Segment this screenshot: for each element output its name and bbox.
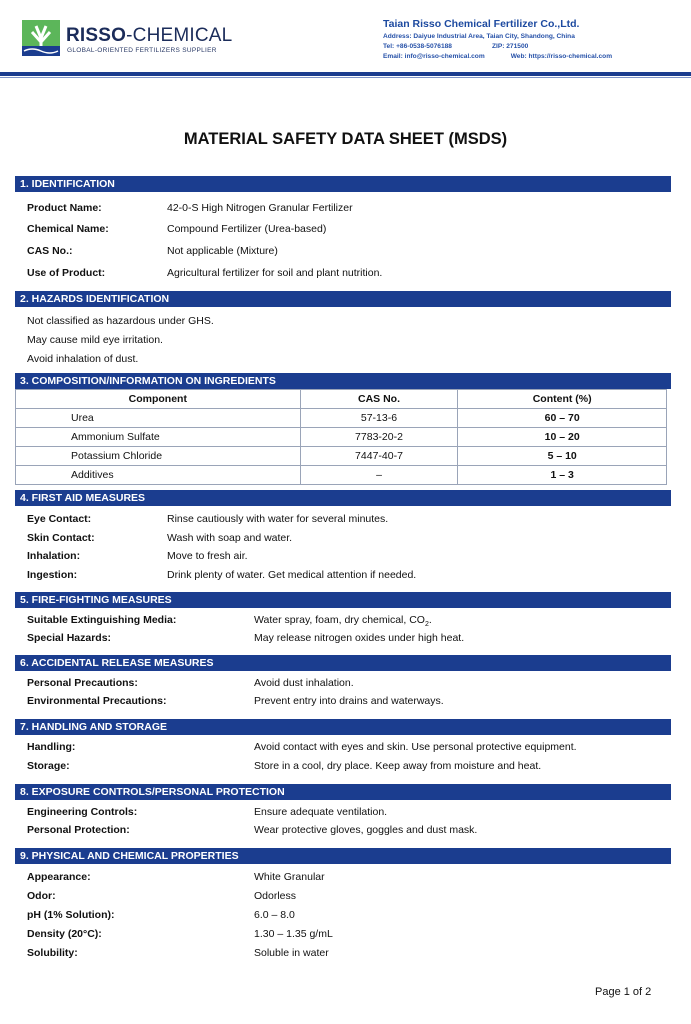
field-value: Store in a cool, dry place. Keep away from moisture and heat. (254, 760, 542, 772)
field-value: Wear protective gloves, goggles and dust mask. (254, 824, 478, 836)
section-heading: 4. FIRST AID MEASURES (15, 490, 671, 506)
component-cell: Urea (16, 409, 301, 428)
field-value: White Granular (254, 871, 325, 883)
section-fire-fighting (15, 592, 671, 644)
section-heading: 1. IDENTIFICATION (15, 176, 671, 192)
section-composition (15, 373, 671, 389)
field-value: Rinse cautiously with water for several minutes. (167, 513, 389, 525)
section-heading: 6. ACCIDENTAL RELEASE MEASURES (15, 655, 671, 671)
table-row (16, 409, 667, 428)
hazard-line: May cause mild eye irritation. (27, 334, 163, 346)
cas-cell: 7447-40-7 (300, 447, 458, 466)
company-contact-block (383, 18, 683, 60)
section-heading: 5. FIRE-FIGHTING MEASURES (15, 592, 671, 608)
section-heading: 2. HAZARDS IDENTIFICATION (15, 291, 671, 307)
field-value: 42-0-S High Nitrogen Granular Fertilizer (167, 202, 353, 214)
field-value: 1.30 – 1.35 g/mL (254, 928, 333, 940)
section-exposure-controls (15, 784, 671, 836)
company-tel: Tel: +86-0538-5076188 (383, 43, 452, 50)
field-value: Wash with soap and water. (167, 532, 293, 544)
field-label: pH (1% Solution): (27, 909, 115, 921)
component-cell: Additives (16, 466, 301, 485)
section-heading: 3. COMPOSITION/INFORMATION ON INGREDIENTS (15, 373, 671, 389)
field-label: CAS No.: (27, 245, 73, 257)
brand-name: RISSO-CHEMICAL (66, 25, 233, 46)
cas-cell: 7783-20-2 (300, 428, 458, 447)
brand-tagline: GLOBAL-ORIENTED FERTILIZERS SUPPLIER (67, 47, 217, 54)
table-row (16, 466, 667, 485)
column-header: Component (16, 390, 301, 409)
field-label: Environmental Precautions: (27, 695, 167, 707)
content-cell: 10 – 20 (458, 428, 667, 447)
page-number: Page 1 of 2 (595, 986, 652, 998)
company-email-web (383, 53, 683, 60)
content-cell: 5 – 10 (458, 447, 667, 466)
field-value: Move to fresh air. (167, 550, 248, 562)
field-value: 6.0 – 8.0 (254, 909, 295, 921)
table-header-row (16, 390, 667, 409)
field-label: Odor: (27, 890, 56, 902)
field-value: Not applicable (Mixture) (167, 245, 278, 257)
cas-cell: – (300, 466, 458, 485)
table-row (16, 428, 667, 447)
component-cell: Ammonium Sulfate (16, 428, 301, 447)
hazard-line: Not classified as hazardous under GHS. (27, 315, 214, 327)
field-value: Avoid dust inhalation. (254, 677, 354, 689)
field-value: Water spray, foam, dry chemical, $CO_2$. (254, 614, 432, 629)
field-label: Handling: (27, 741, 76, 753)
field-value: Compound Fertilizer (Urea-based) (167, 223, 327, 235)
company-tel-zip (383, 43, 683, 50)
section-heading: 9. PHYSICAL AND CHEMICAL PROPERTIES (15, 848, 671, 864)
field-value: Odorless (254, 890, 297, 902)
section-heading: 8. EXPOSURE CONTROLS/PERSONAL PROTECTION (15, 784, 671, 800)
letterhead (0, 0, 691, 78)
field-label: Density (20°C): (27, 928, 102, 940)
field-label: Engineering Controls: (27, 806, 138, 818)
section-handling-storage (15, 719, 671, 772)
column-header: CAS No. (300, 390, 458, 409)
field-label: Inhalation: (27, 550, 81, 562)
company-zip: ZIP: 271500 (491, 43, 529, 50)
field-label: Storage: (27, 760, 70, 772)
field-label: Chemical Name: (27, 223, 109, 235)
document-title: MATERIAL SAFETY DATA SHEET (MSDS) (183, 130, 508, 148)
section-physical-properties (15, 848, 671, 959)
field-label: Personal Protection: (27, 824, 130, 836)
table-row (16, 447, 667, 466)
cas-cell: 57-13-6 (300, 409, 458, 428)
section-hazards (15, 291, 671, 365)
field-label: Product Name: (27, 202, 102, 214)
company-name: Taian Risso Chemical Fertilizer Co.,Ltd. (383, 18, 580, 30)
section-identification (15, 176, 671, 279)
field-label: Use of Product: (27, 267, 106, 279)
field-value: May release nitrogen oxides under high heat. (254, 632, 465, 644)
field-value: Soluble in water (254, 947, 329, 959)
field-value: Drink plenty of water. Get medical attention if needed. (167, 569, 417, 581)
field-label: Suitable Extinguishing Media: (27, 614, 177, 626)
field-value: Agricultural fertilizer for soil and plant nutrition. (167, 267, 383, 279)
composition-table (15, 389, 667, 485)
field-label: Personal Precautions: (27, 677, 138, 689)
field-value: Prevent entry into drains and waterways. (254, 695, 444, 707)
hazard-line: Avoid inhalation of dust. (27, 353, 139, 365)
field-value: Ensure adequate ventilation. (254, 806, 388, 818)
column-header: Content (%) (458, 390, 667, 409)
field-label: Special Hazards: (27, 632, 112, 644)
company-address: Address: Daiyue Industrial Area, Taian City, Shandong, China (383, 33, 575, 40)
field-label: Appearance: (27, 871, 91, 883)
field-label: Ingestion: (27, 569, 78, 581)
tree-logo-icon (22, 20, 60, 56)
field-label: Solubility: (27, 947, 78, 959)
content-cell: 60 – 70 (458, 409, 667, 428)
company-email: Email: info@risso-chemical.com (383, 53, 485, 60)
header-rule (0, 72, 691, 76)
field-label: Skin Contact: (27, 532, 95, 544)
field-label: Eye Contact: (27, 513, 92, 525)
section-accidental-release (15, 655, 671, 707)
component-cell: Potassium Chloride (16, 447, 301, 466)
section-first-aid (15, 490, 671, 581)
header-rule-thin (0, 77, 691, 78)
section-heading: 7. HANDLING AND STORAGE (15, 719, 671, 735)
company-web: Web: https://risso-chemical.com (510, 53, 613, 60)
field-value: Avoid contact with eyes and skin. Use personal protective equipment. (254, 741, 577, 753)
content-cell: 1 – 3 (458, 466, 667, 485)
